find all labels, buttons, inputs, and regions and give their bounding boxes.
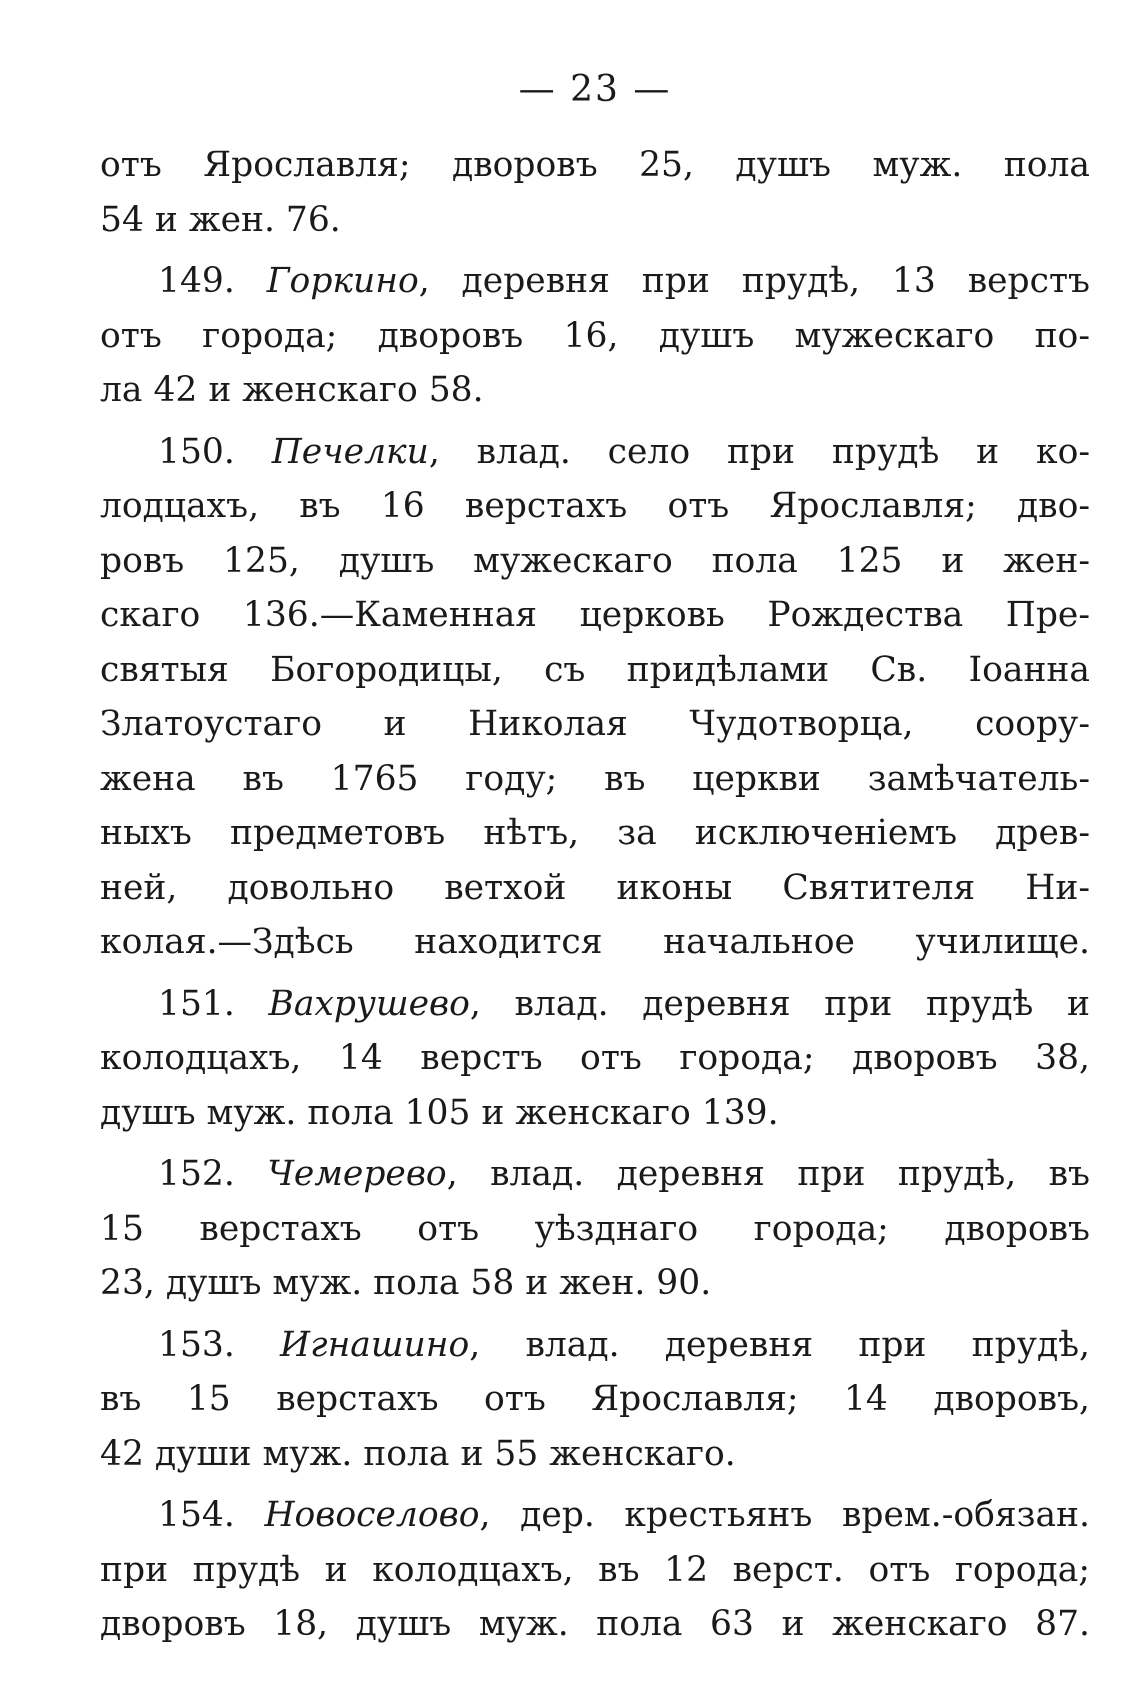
text-line: колодцахъ, 14 верстъ отъ города; дворовъ 38, [100,1038,1090,1078]
text-line: ровъ 125, душъ мужескаго пола 125 и жен- [100,540,1090,581]
entry-place-name: Горкино [266,261,419,301]
text-line: жена въ 1765 году; въ церкви замѣчатель- [100,758,1090,799]
entry-place-name: Чемерево [267,1154,447,1194]
entry-150 [100,425,1090,970]
page-number: — 23 — [518,69,672,110]
entry-place-name: Печелки [271,431,429,472]
text-line: Златоустаго и Николая Чудотворца, соору- [100,704,1090,744]
text-line: скаго 136.—Каменная церковь Рождества Пре- [100,595,1090,635]
text-line: ней, довольно ветхой иконы Святителя Ни- [100,867,1090,908]
entry-first-rest: , влад. деревня при прудѣ, въ [446,1154,1090,1194]
text-line: 15 верстахъ отъ уѣзднаго города; дворовъ [100,1208,1090,1249]
entry-first-line [100,425,1090,480]
text-line: 54 и жен. 76. [100,199,341,240]
entry-place-name: Новоселово [264,1495,480,1535]
entry-place-name: Вахрушево [268,983,470,1024]
entry-number: 154. [158,1495,235,1535]
text-line: душъ муж. пола 105 и женскаго 139. [100,1092,779,1133]
entry-first-line [100,1318,1090,1373]
entry-number: 149. [158,261,235,301]
entry-number: 152. [158,1154,235,1194]
entry-first-line [100,977,1090,1032]
text-line: лодцахъ, въ 16 верстахъ отъ Ярославля; дво- [100,486,1090,526]
text-line: отъ города; дворовъ 16, душъ мужескаго по- [100,315,1090,356]
text-line: ныхъ предметовъ нѣтъ, за исключеніемъ древ- [100,813,1090,853]
entry-first-line [100,1488,1090,1543]
entry-152 [100,1147,1090,1311]
text-line: 23, душъ муж. пола 58 и жен. 90. [100,1263,712,1303]
text-line: дворовъ 18, душъ муж. пола 63 и женскаго 87. [100,1604,1090,1644]
entry-first-rest: , влад. деревня при прудѣ и [469,983,1090,1024]
text-line: 42 души муж. пола и 55 женскаго. [100,1433,736,1474]
text-line: колая.—Здѣсь находится начальное училище. [100,922,1090,962]
entry-first-rest: , влад. деревня при прудѣ, [469,1324,1090,1365]
entry-continuation [100,138,1090,247]
text-line: святыя Богородицы, съ придѣлами Св. Іоанна [100,649,1090,690]
entry-first-rest: , влад. село при прудѣ и ко- [428,431,1090,472]
text-line: ла 42 и женскаго 58. [100,370,484,410]
entry-first-rest: , деревня при прудѣ, 13 верстъ [418,261,1090,301]
entry-153 [100,1318,1090,1482]
book-page [100,60,1090,1644]
entry-149 [100,254,1090,418]
entry-number: 150. [158,431,235,472]
entry-first-line [100,254,1090,309]
page-body [100,138,1090,1652]
entry-number: 153. [158,1324,235,1365]
entry-number: 151. [158,983,235,1024]
entry-first-rest: , дер. крестьянъ врем.-обязан. [479,1495,1090,1535]
entry-place-name: Игнашино [280,1324,470,1365]
text-line: въ 15 верстахъ отъ Ярославля; 14 дворовъ, [100,1379,1090,1419]
text-line: отъ Ярославля; дворовъ 25, душъ муж. пола [100,145,1090,185]
text-line: при прудѣ и колодцахъ, въ 12 верст. отъ города; [100,1549,1090,1590]
entry-154 [100,1488,1090,1652]
entry-first-line [100,1147,1090,1202]
entry-151 [100,977,1090,1141]
